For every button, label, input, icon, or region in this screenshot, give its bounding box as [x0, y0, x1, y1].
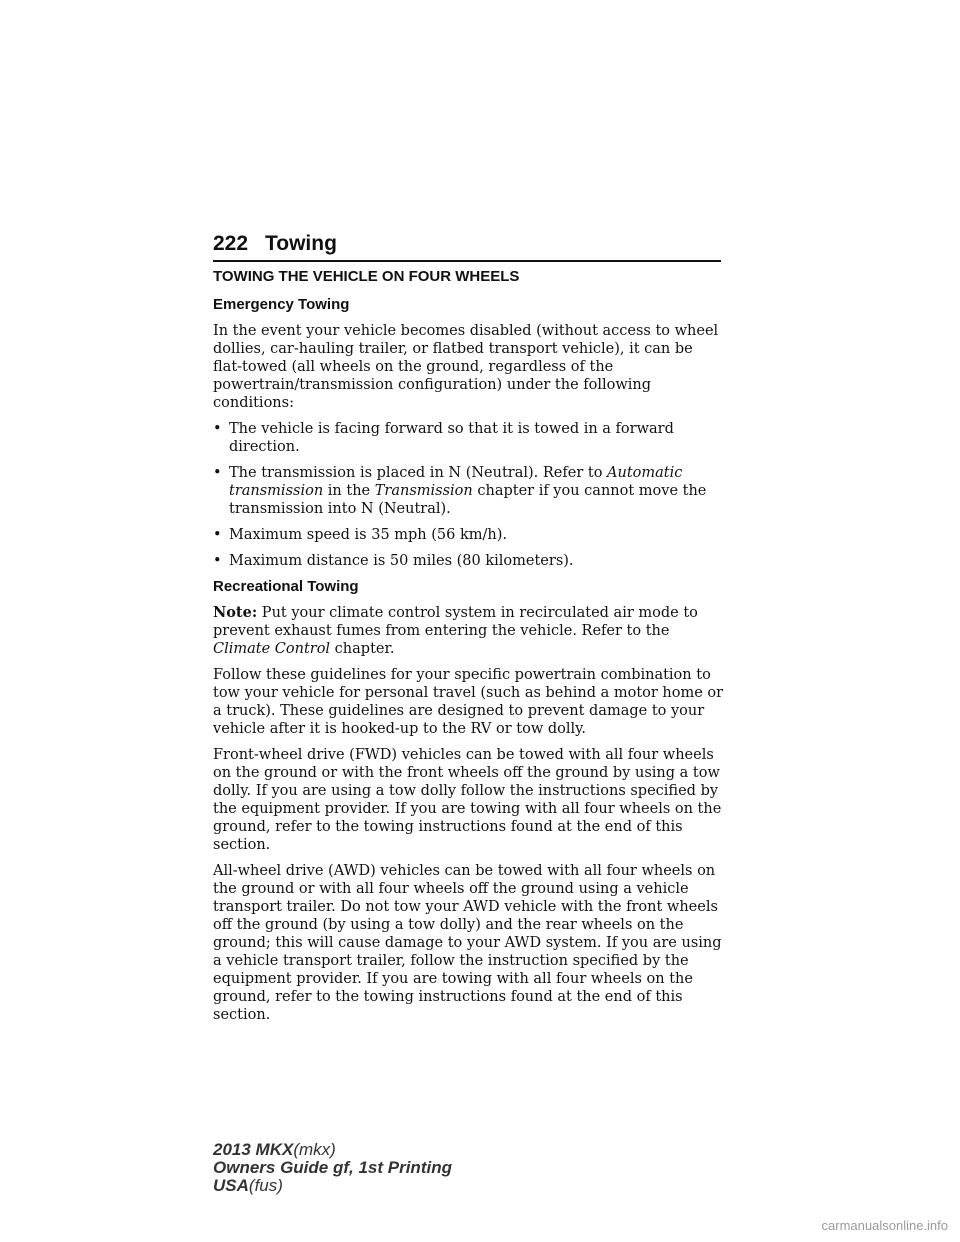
bullet-text: Maximum speed is 35 mph (56 km/h). [229, 527, 507, 543]
footer-region: USA [213, 1176, 249, 1195]
list-item [213, 526, 725, 544]
paragraph: Front-wheel drive (FWD) vehicles can be towed with all four wheels on the ground or with the front wheels off the ground by using a tow dolly. If you are using a tow dolly follow the instructions specified by the equipment provider. If you are towing with all four wheels on the ground, refer to the towing instructions found at the end of this section. [213, 747, 722, 853]
bullet-icon: • [213, 465, 222, 481]
list-item [213, 464, 725, 518]
header-rule [213, 260, 721, 262]
footer-region-code: (fus) [248, 1176, 283, 1195]
chapter-title: Towing [265, 232, 337, 255]
bullet-icon: • [213, 553, 222, 569]
footer-model-code: (mkx) [293, 1140, 336, 1159]
list-item [213, 420, 725, 456]
paragraph: All-wheel drive (AWD) vehicles can be towed with all four wheels on the ground or with all four wheels off the ground using a vehicle transport trailer. Do not tow your AWD vehicle with the front wheels off the ground (by using a tow dolly) and the rear wheels on the ground; this will cause damage to your AWD system. If you are using a vehicle transport trailer, follow the instruction specified by the equipment provider. If you are towing with all four wheels on the ground, refer to the towing instructions found at the end of this section. [213, 863, 722, 1023]
page-header [213, 232, 721, 256]
emergency-heading: Emergency Towing [213, 296, 350, 313]
note-label: Note: [213, 604, 258, 621]
bullet-icon: • [213, 527, 222, 543]
site-watermark: carmanualsonline.info [821, 1218, 948, 1233]
cross-reference: Climate Control [213, 641, 331, 657]
bullet-icon: • [213, 421, 222, 437]
emergency-intro: In the event your vehicle becomes disabled (without access to wheel dollies, car-hauling trailer, or flatbed transport vehicle), it can be flat-towed (all wheels on the ground, regardless of the powertrain/transmission configuration) under the following conditions: [213, 323, 719, 411]
paragraph: Follow these guidelines for your specific powertrain combination to tow your vehicle for personal travel (such as behind a motor home or a truck). These guidelines are designed to prevent damage to your vehicle after it is hooked-up to the RV or tow dolly. [213, 667, 724, 737]
note-paragraph: Note: Put your climate control system in recirculated air mode to prevent exhaust fumes from entering the vehicle. Refer to the Climate Control chapter. [213, 604, 698, 657]
conditions-list [213, 420, 725, 570]
list-item [213, 552, 725, 570]
bullet-text: The vehicle is facing forward so that it is towed in a forward direction. [229, 421, 674, 455]
bullet-text: Maximum distance is 50 miles (80 kilometers). [229, 553, 574, 569]
cross-reference: Transmission [374, 483, 473, 499]
footer-model: 2013 MKX [213, 1140, 294, 1159]
footer-guide: Owners Guide gf, 1st Printing [213, 1158, 452, 1177]
print-footer [213, 1141, 452, 1195]
recreational-heading: Recreational Towing [213, 578, 359, 595]
bullet-text: The transmission is placed in N (Neutral). Refer to Automatic transmission in the Transmission chapter if you cannot move the transmission into N (Neutral). [229, 465, 707, 517]
page-number: 222 [213, 232, 249, 255]
section-title: TOWING THE VEHICLE ON FOUR WHEELS [213, 268, 520, 285]
page-body [213, 268, 725, 1032]
cross-reference: Automatic transmission [229, 465, 683, 499]
